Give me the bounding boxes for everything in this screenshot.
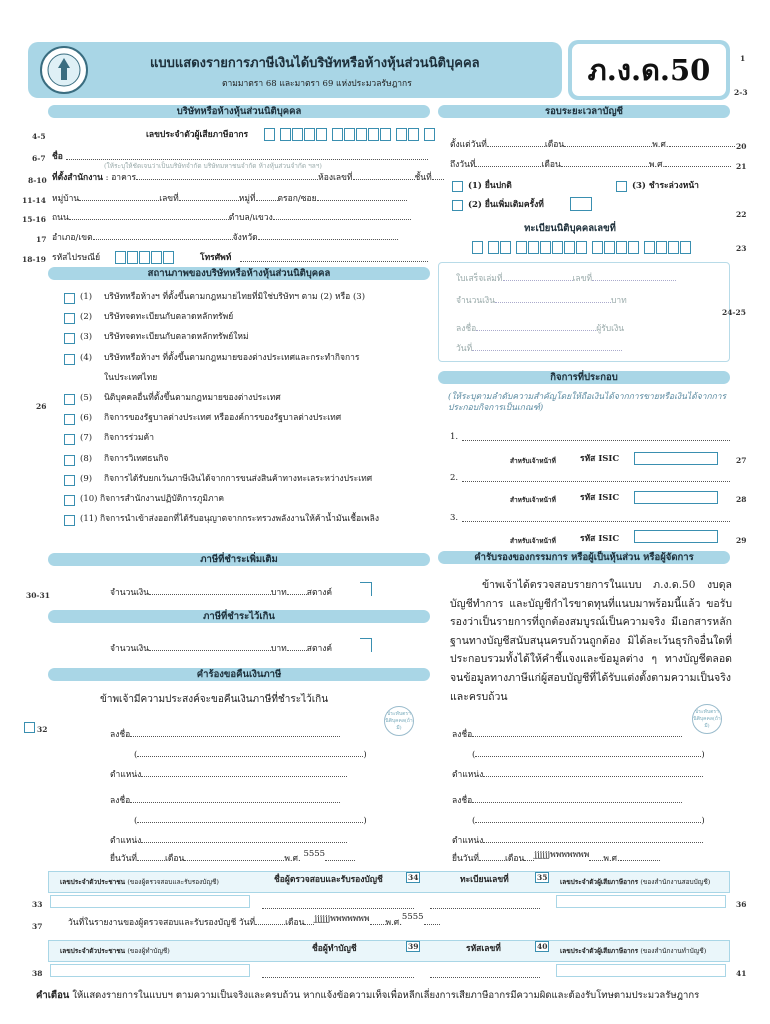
row-num: 17 [36, 235, 47, 244]
status-label: กิจการร่วมค้า [104, 433, 155, 444]
refund-paren-2: ( ) [134, 816, 367, 826]
status-number: (3) [80, 332, 93, 343]
business-item-1: 1. [450, 432, 459, 442]
refund-paren-1: ( ) [134, 750, 367, 760]
business-hint: (ให้ระบุตามลำดับความสำคัญโดยให้ถือเงินได้จากการขายหรือเงินได้จากการประกอบกิจการเป็นเกณฑ์) [448, 392, 727, 413]
row-num: 20 [736, 142, 747, 151]
row-num: 40 [537, 942, 548, 951]
row-num: 29 [736, 536, 747, 545]
refund-checkbox[interactable] [24, 722, 35, 733]
page-ref: 2-3 [734, 88, 748, 97]
row-num: 28 [736, 495, 747, 504]
certify-position-1: ตำแหน่ง [452, 770, 703, 781]
certify-sign-2: ลงชื่อ [452, 796, 682, 807]
acc-office-tax-label: เลขประจำตัวผู้เสียภาษีอากร (ของสำนักงานทำบัญชี) [560, 947, 707, 955]
status-number: (8) [80, 453, 93, 464]
isic-officer-3: สำหรับเจ้าหน้าที่ [510, 537, 556, 545]
refund-filed-date: ยื่นวันที่ เดือน พ.ศ. 5555 [110, 854, 355, 865]
registry-input[interactable] [472, 241, 692, 254]
certify-position-2: ตำแหน่ง [452, 836, 703, 847]
row-num: 35 [537, 873, 548, 882]
status-checkbox[interactable] [64, 354, 75, 365]
status-label: บริษัทจดทะเบียนกับตลาดหลักทรัพย์ [104, 312, 234, 323]
name-input[interactable] [66, 159, 428, 160]
status-label: ในประเทศไทย [104, 372, 158, 383]
business-input-1[interactable] [462, 440, 730, 441]
row-num: 15-16 [22, 215, 46, 224]
filing-advance-label: (3) ชำระล่วงหน้า [632, 181, 699, 191]
code-no-label: รหัสเลขที่ [466, 944, 501, 954]
status-checkbox[interactable] [64, 293, 75, 304]
row-num: 8-10 [28, 176, 47, 185]
status-number: (5) [80, 393, 93, 403]
auditor-name-input[interactable] [262, 908, 414, 909]
name-hint: (ให้ระบุให้ชัดเจนว่าเป็นบริษัทจำกัด บริษัทมหาชนจำกัด ห้างหุ้นส่วนจำกัด ฯลฯ) [104, 162, 322, 170]
section-company: บริษัทหรือห้างหุ้นส่วนนิติบุคคล [48, 105, 430, 118]
acc-office-tax-input[interactable] [556, 964, 727, 977]
row-num: 22 [736, 210, 747, 219]
road-line: ถนน ตำบล/แขวง [52, 213, 411, 224]
status-number: (4) [80, 352, 93, 363]
status-number: (7) [80, 433, 93, 444]
status-checkbox[interactable] [64, 313, 75, 324]
reg-no-input[interactable] [430, 908, 540, 909]
receipt-signer: ลงชื่อ ผู้รับเงิน [456, 324, 625, 334]
village-line: หมู่บ้าน เลขที่ หมู่ที่ ตรอก/ซอย [52, 194, 407, 205]
row-num: 38 [32, 969, 43, 978]
status-label: กิจการนำเข้าส่งออกที่ได้รับอนุญาตจากกระทรวงพลังงานให้ค้าน้ำมันเชื้อเพลิง [100, 514, 380, 525]
refund-position-1: ตำแหน่ง [110, 770, 347, 781]
business-item-3: 3. [450, 513, 459, 523]
row-num: 32 [37, 725, 48, 734]
section-overpaid: ภาษีที่ชำระไว้เกิน [48, 610, 430, 623]
name-label: ชื่อ [52, 152, 63, 162]
section-period: รอบระยะเวลาบัญชี [438, 105, 730, 118]
status-number: (6) [80, 413, 93, 424]
postcode-input[interactable] [115, 251, 175, 264]
form-subtitle: ตามมาตรา 68 และมาตรา 69 แห่งประมวลรัษฎากร [222, 79, 412, 89]
row-num: 41 [736, 969, 747, 978]
auditor-id-input[interactable] [50, 895, 251, 908]
form-title: แบบแสดงรายการภาษีเงินได้บริษัทหรือห้างหุ้นส่วนนิติบุคคล [150, 56, 480, 71]
acc-id-input[interactable] [50, 964, 251, 977]
district-line: อำเภอ/เขต จังหวัด [52, 233, 398, 244]
filing-normal-checkbox[interactable] [452, 181, 463, 192]
postcode-label: รหัสไปรษณีย์ [52, 253, 101, 263]
status-label: กิจการของรัฐบาลต่างประเทศ หรือองค์การของรัฐบาลต่างประเทศ [104, 413, 342, 424]
status-label: กิจการได้รับยกเว้นภาษีเงินได้จากการขนส่งสินค้าทางทะเลระหว่างประเทศ [104, 473, 373, 484]
receipt-date: วันที่ [456, 344, 622, 355]
business-item-2: 2. [450, 473, 459, 483]
refund-text: ข้าพเจ้ามีความประสงค์จะขอคืนเงินภาษีที่ชำระไว้เกิน [100, 694, 329, 705]
auditor-name-label: ชื่อผู้ตรวจสอบและรับรองบัญชี [274, 875, 383, 885]
section-registry: ทะเบียนนิติบุคคลเลขที่ [524, 223, 616, 234]
extra-tax-line: จำนวนเงิน บาท สตางค์ [110, 588, 333, 598]
warning: คำเตือน ให้แสดงรายการในแบบฯ ตามความเป็นจริงและครบถ้วน หากแจ้งข้อความเท็จเพื่อหลีกเลี่ยงการเสียภาษีอากรมีความผิดและต้องรับโทษตามประมวลรัษฎากร [36, 990, 700, 1001]
extra-tax-tab [360, 582, 372, 596]
form-code: ภ.ง.ด.50 [572, 44, 726, 96]
refund-sign-1: ลงชื่อ [110, 730, 340, 741]
report-date-line: วันที่ในรายงานของผู้ตรวจสอบและรับรองบัญชี วันที่ เดือน jjjjjjพพพพพพพ พ.ศ.5555 [68, 918, 440, 929]
refund-sign-2: ลงชื่อ [110, 796, 340, 807]
form-code-box [568, 40, 730, 100]
status-label: บริษัทหรือห้างฯ ที่ตั้งขึ้นตามกฎหมายของต่างประเทศและกระทำกิจการ [104, 352, 360, 363]
row-num: 39 [408, 942, 419, 951]
row-num: 23 [736, 244, 747, 253]
row-num: 27 [736, 456, 747, 465]
status-checkbox[interactable] [64, 394, 75, 405]
isic-label-1: รหัส ISIC [580, 454, 620, 464]
status-checkbox[interactable] [64, 434, 75, 445]
isic-input-1[interactable] [634, 452, 719, 465]
row-num: 26 [36, 402, 47, 411]
phone-label: โทรศัพท์ [200, 253, 232, 263]
overpaid-line: จำนวนเงิน บาท สตางค์ [110, 644, 333, 654]
section-status: สถานภาพของบริษัทหรือห้างหุ้นส่วนนิติบุคคล [48, 267, 430, 280]
isic-label-3: รหัส ISIC [580, 534, 620, 544]
audit-office-tax-label: เลขประจำตัวผู้เสียภาษีอากร (ของสำนักงานสอบบัญชี) [560, 878, 711, 886]
isic-input-2[interactable] [634, 491, 719, 504]
auditor-id-label: เลขประจำตัวประชาชน (ของผู้ตรวจสอบและรับรองบัญชี) [60, 878, 219, 886]
office-line: ที่ตั้งสำนักงาน : อาคาร ห้องเลขที่ ชั้นที่ [52, 173, 444, 184]
section-extra-tax: ภาษีที่ชำระเพิ่มเติม [48, 553, 430, 566]
row-num: 24-25 [722, 308, 746, 317]
receipt-amount: จำนวนเงิน บาท [456, 296, 627, 306]
row-num: 11-14 [22, 196, 46, 205]
isic-input-3[interactable] [634, 530, 719, 543]
status-label: นิติบุคคลอื่นที่ตั้งขึ้นตามกฎหมายของต่างประเทศ [104, 393, 281, 403]
business-input-2[interactable] [462, 481, 730, 482]
taxid-label: เลขประจำตัวผู้เสียภาษีอากร [146, 130, 249, 140]
row-num: 37 [32, 922, 43, 931]
row-num: 33 [32, 900, 43, 909]
taxid-input[interactable] [264, 128, 436, 141]
isic-label-2: รหัส ISIC [580, 493, 620, 503]
isic-officer-2: สำหรับเจ้าหน้าที่ [510, 496, 556, 504]
isic-officer-1: สำหรับเจ้าหน้าที่ [510, 457, 556, 465]
receipt-book: ใบเสร็จเล่มที่ เลขที่ [456, 274, 676, 285]
status-number: (10) [80, 494, 98, 504]
section-business: กิจการที่ประกอบ [438, 371, 730, 384]
status-label: บริษัทจดทะเบียนกับตลาดหลักทรัพย์ใหม่ [104, 332, 249, 343]
status-checkbox[interactable] [64, 333, 75, 344]
overpaid-tab [360, 638, 372, 652]
status-label: บริษัทหรือห้างฯ ที่ตั้งขึ้นตามกฎหมายไทยที่มิใช่บริษัทฯ ตาม (2) หรือ (3) [104, 292, 366, 302]
filing-count-input[interactable] [570, 197, 592, 211]
filing-additional-checkbox[interactable] [452, 200, 463, 211]
status-number: (9) [80, 473, 93, 484]
filing-normal-label: (1) ยื่นปกติ [468, 181, 512, 191]
status-label: กิจการสำนักงานปฏิบัติการภูมิภาค [100, 494, 225, 504]
row-num: 21 [736, 162, 747, 171]
acc-name-input[interactable] [262, 977, 414, 978]
row-num: 6-7 [32, 154, 46, 163]
status-checkbox[interactable] [64, 515, 75, 526]
certify-sign-1: ลงชื่อ [452, 730, 682, 741]
reg-no-label: ทะเบียนเลขที่ [460, 875, 509, 885]
period-to: ถึงวันที่ เดือน พ.ศ. [450, 160, 731, 171]
status-number: (11) [80, 514, 98, 525]
seal-refund-placeholder: ประทับตรานิติบุคคล(ถ้ามี) [384, 706, 414, 736]
filing-advance-checkbox[interactable] [616, 181, 627, 192]
period-from: ตั้งแต่วันที่ เดือน พ.ศ. [450, 140, 735, 151]
seal-certify-placeholder: ประทับตรานิติบุคคล(ถ้ามี) [692, 704, 722, 734]
certify-paren-2: ( ) [472, 816, 705, 826]
phone-input[interactable] [240, 261, 428, 262]
row-num: 4-5 [32, 132, 46, 141]
business-input-3[interactable] [462, 521, 730, 522]
certify-paren-1: ( ) [472, 750, 705, 760]
row-num: 34 [408, 873, 419, 882]
section-certify: คำรับรองของกรรมการ หรือผู้เป็นหุ้นส่วน หรือผู้จัดการ [438, 551, 730, 564]
certify-text: ข้าพเจ้าได้ตรวจสอบรายการในแบบ ภ.ง.ด.50 งบดุล บัญชีทำการ และบัญชีกำไรขาดทุนที่แนบมาพร้อมนี้แล้ว ขอรับรองว่าเป็นรายการที่ถูกต้องสมบูรณ์เป็นความจริง มีเอกสารหลักฐานทางบัญชีสนับสนุนครบถ้วนถูกต้อง มิได้ละเว้นธุรกิจอื่นใดที่ประกอบรวมทั้งได้ให้คำชี้แจงและข้อมูลต่าง ๆ ทางบัญชีตลอดจนข้อมูลทางภาษีแก่ผู้สอบบัญชีที่ได้รับแต่งตั้งตามความเป็นจริงและครบถ้วน [450, 579, 732, 703]
revenue-department-logo [40, 46, 88, 94]
acc-name-label: ชื่อผู้ทำบัญชี [312, 944, 357, 954]
section-refund: คำร้องขอคืนเงินภาษี [48, 668, 430, 681]
acc-id-label: เลขประจำตัวประชาชน (ของผู้ทำบัญชี) [60, 947, 170, 955]
row-num: 30-31 [26, 591, 50, 600]
status-checkbox[interactable] [64, 495, 75, 506]
filing-additional-label: (2) ยื่นเพิ่มเติมครั้งที่ [468, 200, 544, 210]
code-no-input[interactable] [430, 977, 540, 978]
certify-filed-date: ยื่นวันที่ เดือน jjjjjjพพพพพพพ พ.ศ. [452, 854, 660, 865]
row-num: 18-19 [22, 255, 46, 264]
audit-office-tax-input[interactable] [556, 895, 727, 908]
status-checkbox[interactable] [64, 455, 75, 466]
row-num: 36 [736, 900, 747, 909]
status-number: (1) [80, 292, 93, 302]
page-number: 1 [740, 54, 746, 63]
status-number: (2) [80, 312, 93, 323]
status-label: กิจการวิเทศธนกิจ [104, 453, 169, 464]
refund-position-2: ตำแหน่ง [110, 836, 347, 847]
status-checkbox[interactable] [64, 475, 75, 486]
status-checkbox[interactable] [64, 414, 75, 425]
